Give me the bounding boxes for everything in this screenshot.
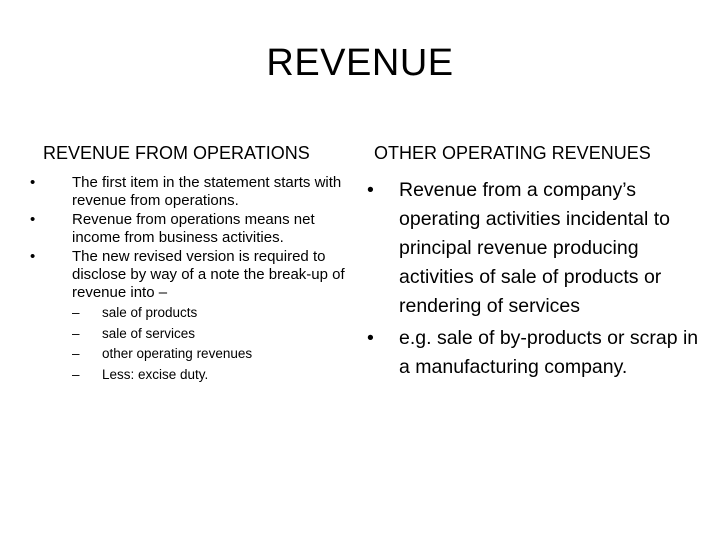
sub-item [30, 303, 360, 324]
right-bullet-item [365, 176, 705, 321]
bullet-icon: • [30, 211, 36, 228]
left-bullet-item [30, 248, 360, 302]
bullet-text: Revenue from a company’s operating activities incidental to principal revenue producing activities of sale of products or rendering of services [399, 179, 670, 317]
left-bullet-list [30, 174, 360, 302]
bullet-icon: • [30, 248, 36, 265]
left-bullet-item [30, 211, 360, 247]
left-bullet-item [30, 174, 360, 210]
left-column-heading: REVENUE FROM OPERATIONS [43, 143, 310, 163]
sub-item [30, 365, 360, 386]
sub-item-text: Less: excise duty. [102, 366, 209, 382]
bullet-text: e.g. sale of by-products or scrap in a manufacturing company. [399, 327, 699, 378]
dash-icon: – [72, 325, 80, 341]
sub-item-text: sale of products [102, 305, 198, 320]
bullet-icon: • [367, 179, 374, 201]
right-bullet-item [365, 324, 705, 382]
dash-icon: – [72, 366, 80, 382]
right-column-body [365, 176, 705, 385]
sub-item-text: other operating revenues [102, 346, 253, 361]
sub-item [30, 344, 360, 365]
sub-item-text: sale of services [102, 325, 196, 341]
bullet-icon: • [367, 327, 374, 349]
bullet-text: The new revised version is required to disclose by way of a note the break-up of revenue into – [72, 248, 345, 301]
right-column-heading: OTHER OPERATING REVENUES [374, 143, 651, 163]
bullet-text: Revenue from operations means net income from business activities. [72, 211, 315, 246]
sub-item [30, 324, 360, 345]
sub-item-list [30, 303, 360, 385]
left-column-body [30, 174, 360, 385]
dash-icon: – [72, 346, 80, 361]
slide-title: REVENUE [266, 42, 454, 84]
dash-icon: – [72, 305, 80, 320]
bullet-icon: • [30, 174, 36, 191]
right-bullet-list [365, 176, 705, 382]
bullet-text: The first item in the statement starts with revenue from operations. [72, 174, 342, 209]
